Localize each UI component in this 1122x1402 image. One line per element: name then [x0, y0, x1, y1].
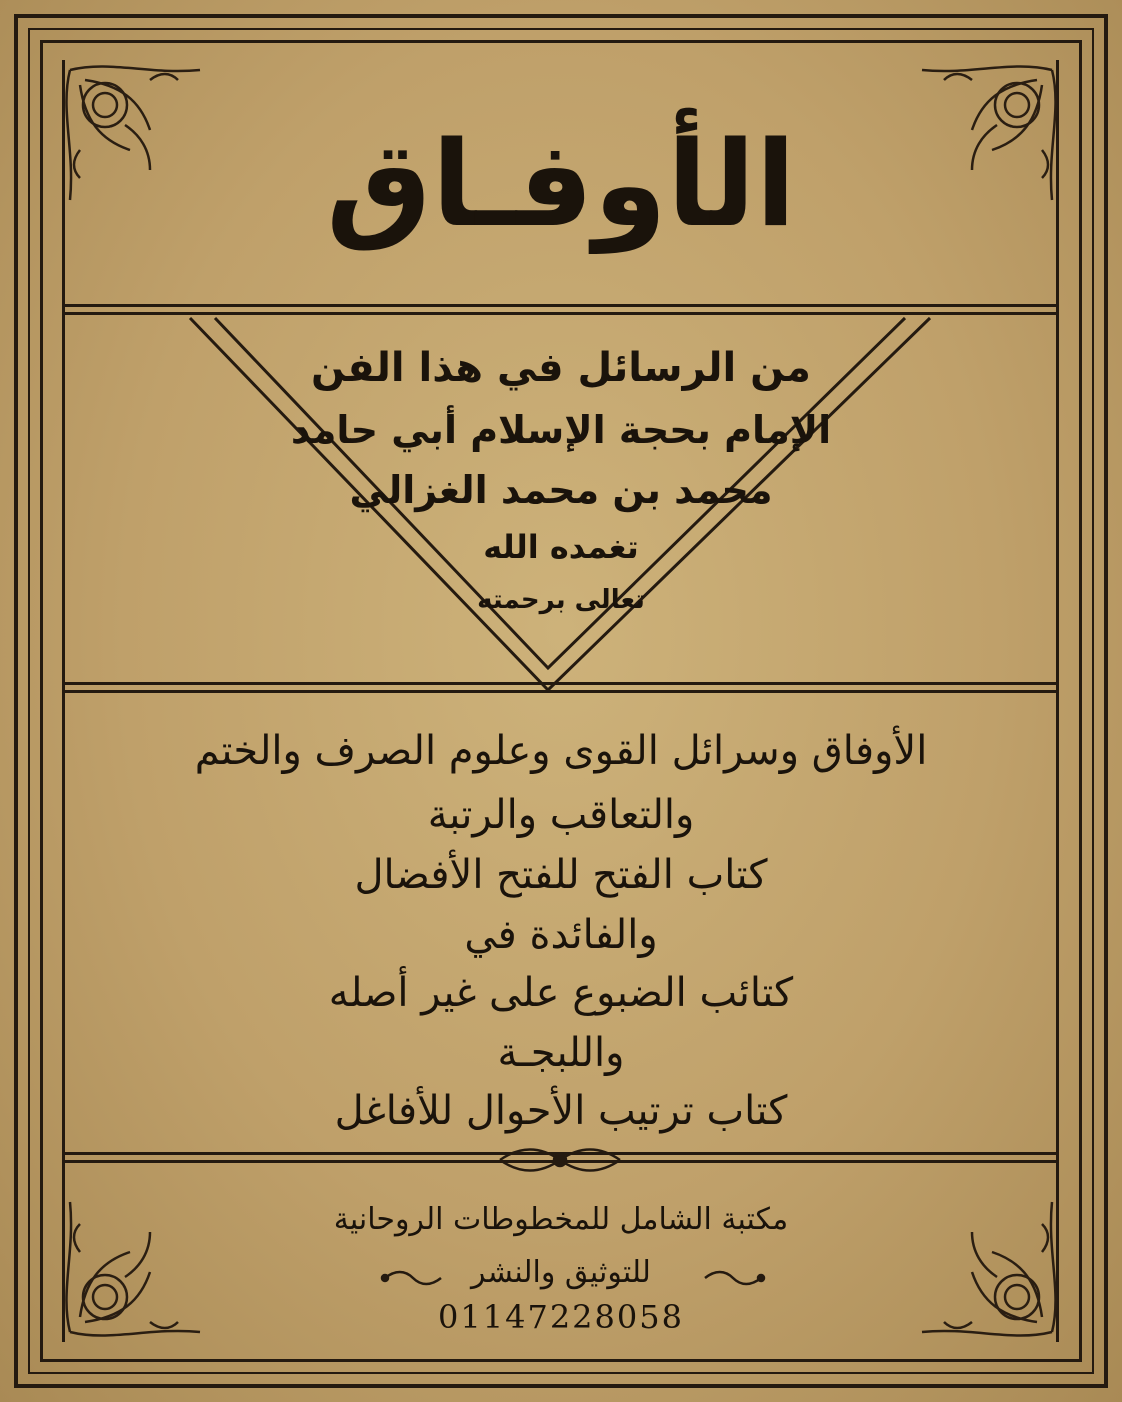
- body-line-4: والفائدة في: [464, 912, 658, 958]
- triangle-line-1: من الرسائل في هذا الفن: [311, 345, 811, 391]
- book-title: الأوفـاق: [326, 115, 796, 253]
- body-line-5: كتائب الضبوع على غير أصله: [328, 970, 794, 1016]
- body-line-1: الأوفاق وسرائل القوى وعلوم الصرف والختم: [194, 728, 928, 774]
- body-line-3: كتاب الفتح للفتح الأفضال: [354, 852, 768, 898]
- body-line-2: والتعاقب والرتبة: [427, 792, 695, 838]
- body-line-7: كتاب ترتيب الأحوال للأفاغل: [334, 1088, 788, 1134]
- publisher-name: مكتبة الشامل للمخطوطات الروحانية: [333, 1202, 789, 1237]
- publisher-tagline: للتوثيق والنشر: [471, 1255, 651, 1290]
- phone-number: 01147228058: [438, 1298, 684, 1336]
- triangle-line-5: تعالى برحمته: [477, 585, 645, 615]
- triangle-line-2: الإمام بحجة الإسلام أبي حامد: [290, 408, 832, 452]
- body-line-6: واللبجـة: [497, 1030, 625, 1076]
- triangle-line-3: محمد بن محمد الغزالي: [349, 468, 773, 512]
- triangle-line-4: تغمده الله: [483, 528, 639, 566]
